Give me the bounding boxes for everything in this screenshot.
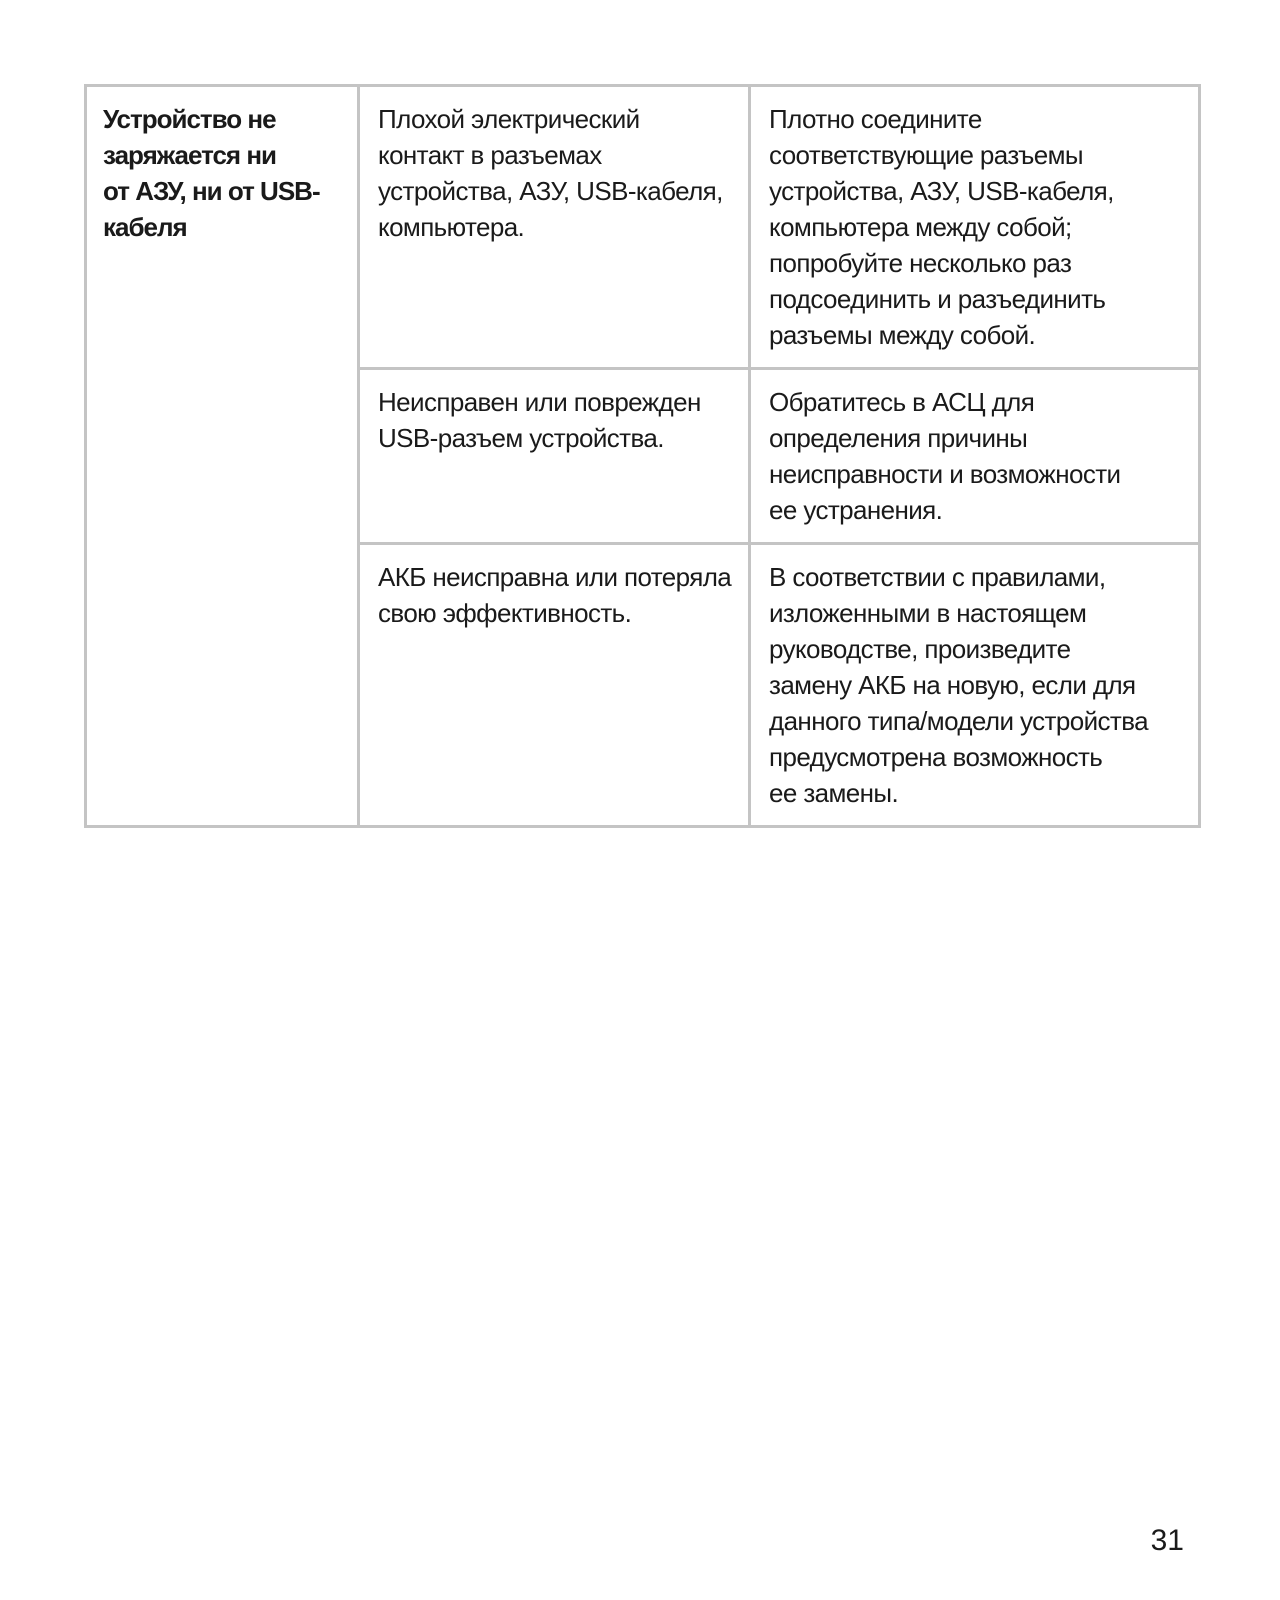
solution-line: попробуйте несколько раз: [769, 248, 1072, 278]
solution-line: компьютера между собой;: [769, 212, 1072, 242]
cause-cell: [359, 369, 750, 544]
solution-line: руководстве, произведите: [769, 634, 1071, 664]
solution-line: определения причины: [769, 423, 1028, 453]
problem-line: Устройство не: [103, 104, 276, 134]
cause-line: Неисправен или поврежден: [378, 387, 701, 417]
cause-line: компьютера.: [378, 212, 525, 242]
problem-line: кабеля: [103, 212, 187, 242]
solution-line: разъемы между собой.: [769, 320, 1036, 350]
solution-line: Плотно соедините: [769, 104, 982, 134]
solution-line: замену АКБ на новую, если для: [769, 670, 1136, 700]
problem-cell: [86, 86, 359, 827]
cause-line: устройства, АЗУ, USB-кабеля,: [378, 176, 723, 206]
cause-cell: [359, 86, 750, 369]
cause-line: USB-разъем устройства.: [378, 423, 664, 453]
solution-cell: [750, 86, 1200, 369]
solution-line: Обратитесь в АСЦ для: [769, 387, 1035, 417]
solution-line: устройства, АЗУ, USB-кабеля,: [769, 176, 1114, 206]
solution-line: ее замены.: [769, 778, 899, 808]
cause-cell: [359, 544, 750, 827]
solution-line: подсоединить и разъединить: [769, 284, 1106, 314]
problem-line: от АЗУ, ни от USB-: [103, 176, 320, 206]
table-row: [86, 86, 1200, 369]
solution-line: данного типа/модели устройства: [769, 706, 1148, 736]
problem-line: заряжается ни: [103, 140, 277, 170]
solution-cell: [750, 544, 1200, 827]
solution-line: предусмотрена возможность: [769, 742, 1103, 772]
cause-line: АКБ неисправна или потеряла: [378, 562, 732, 592]
solution-line: соответствующие разъемы: [769, 140, 1083, 170]
cause-line: контакт в разъемах: [378, 140, 602, 170]
solution-line: ее устранения.: [769, 495, 943, 525]
solution-cell: [750, 369, 1200, 544]
troubleshooting-table: [84, 84, 1201, 828]
solution-line: В соответствии с правилами,: [769, 562, 1106, 592]
cause-line: Плохой электрический: [378, 104, 640, 134]
solution-line: изложенными в настоящем: [769, 598, 1087, 628]
solution-line: неисправности и возможности: [769, 459, 1121, 489]
page-number: 31: [1150, 1524, 1184, 1557]
cause-line: свою эффективность.: [378, 598, 632, 628]
